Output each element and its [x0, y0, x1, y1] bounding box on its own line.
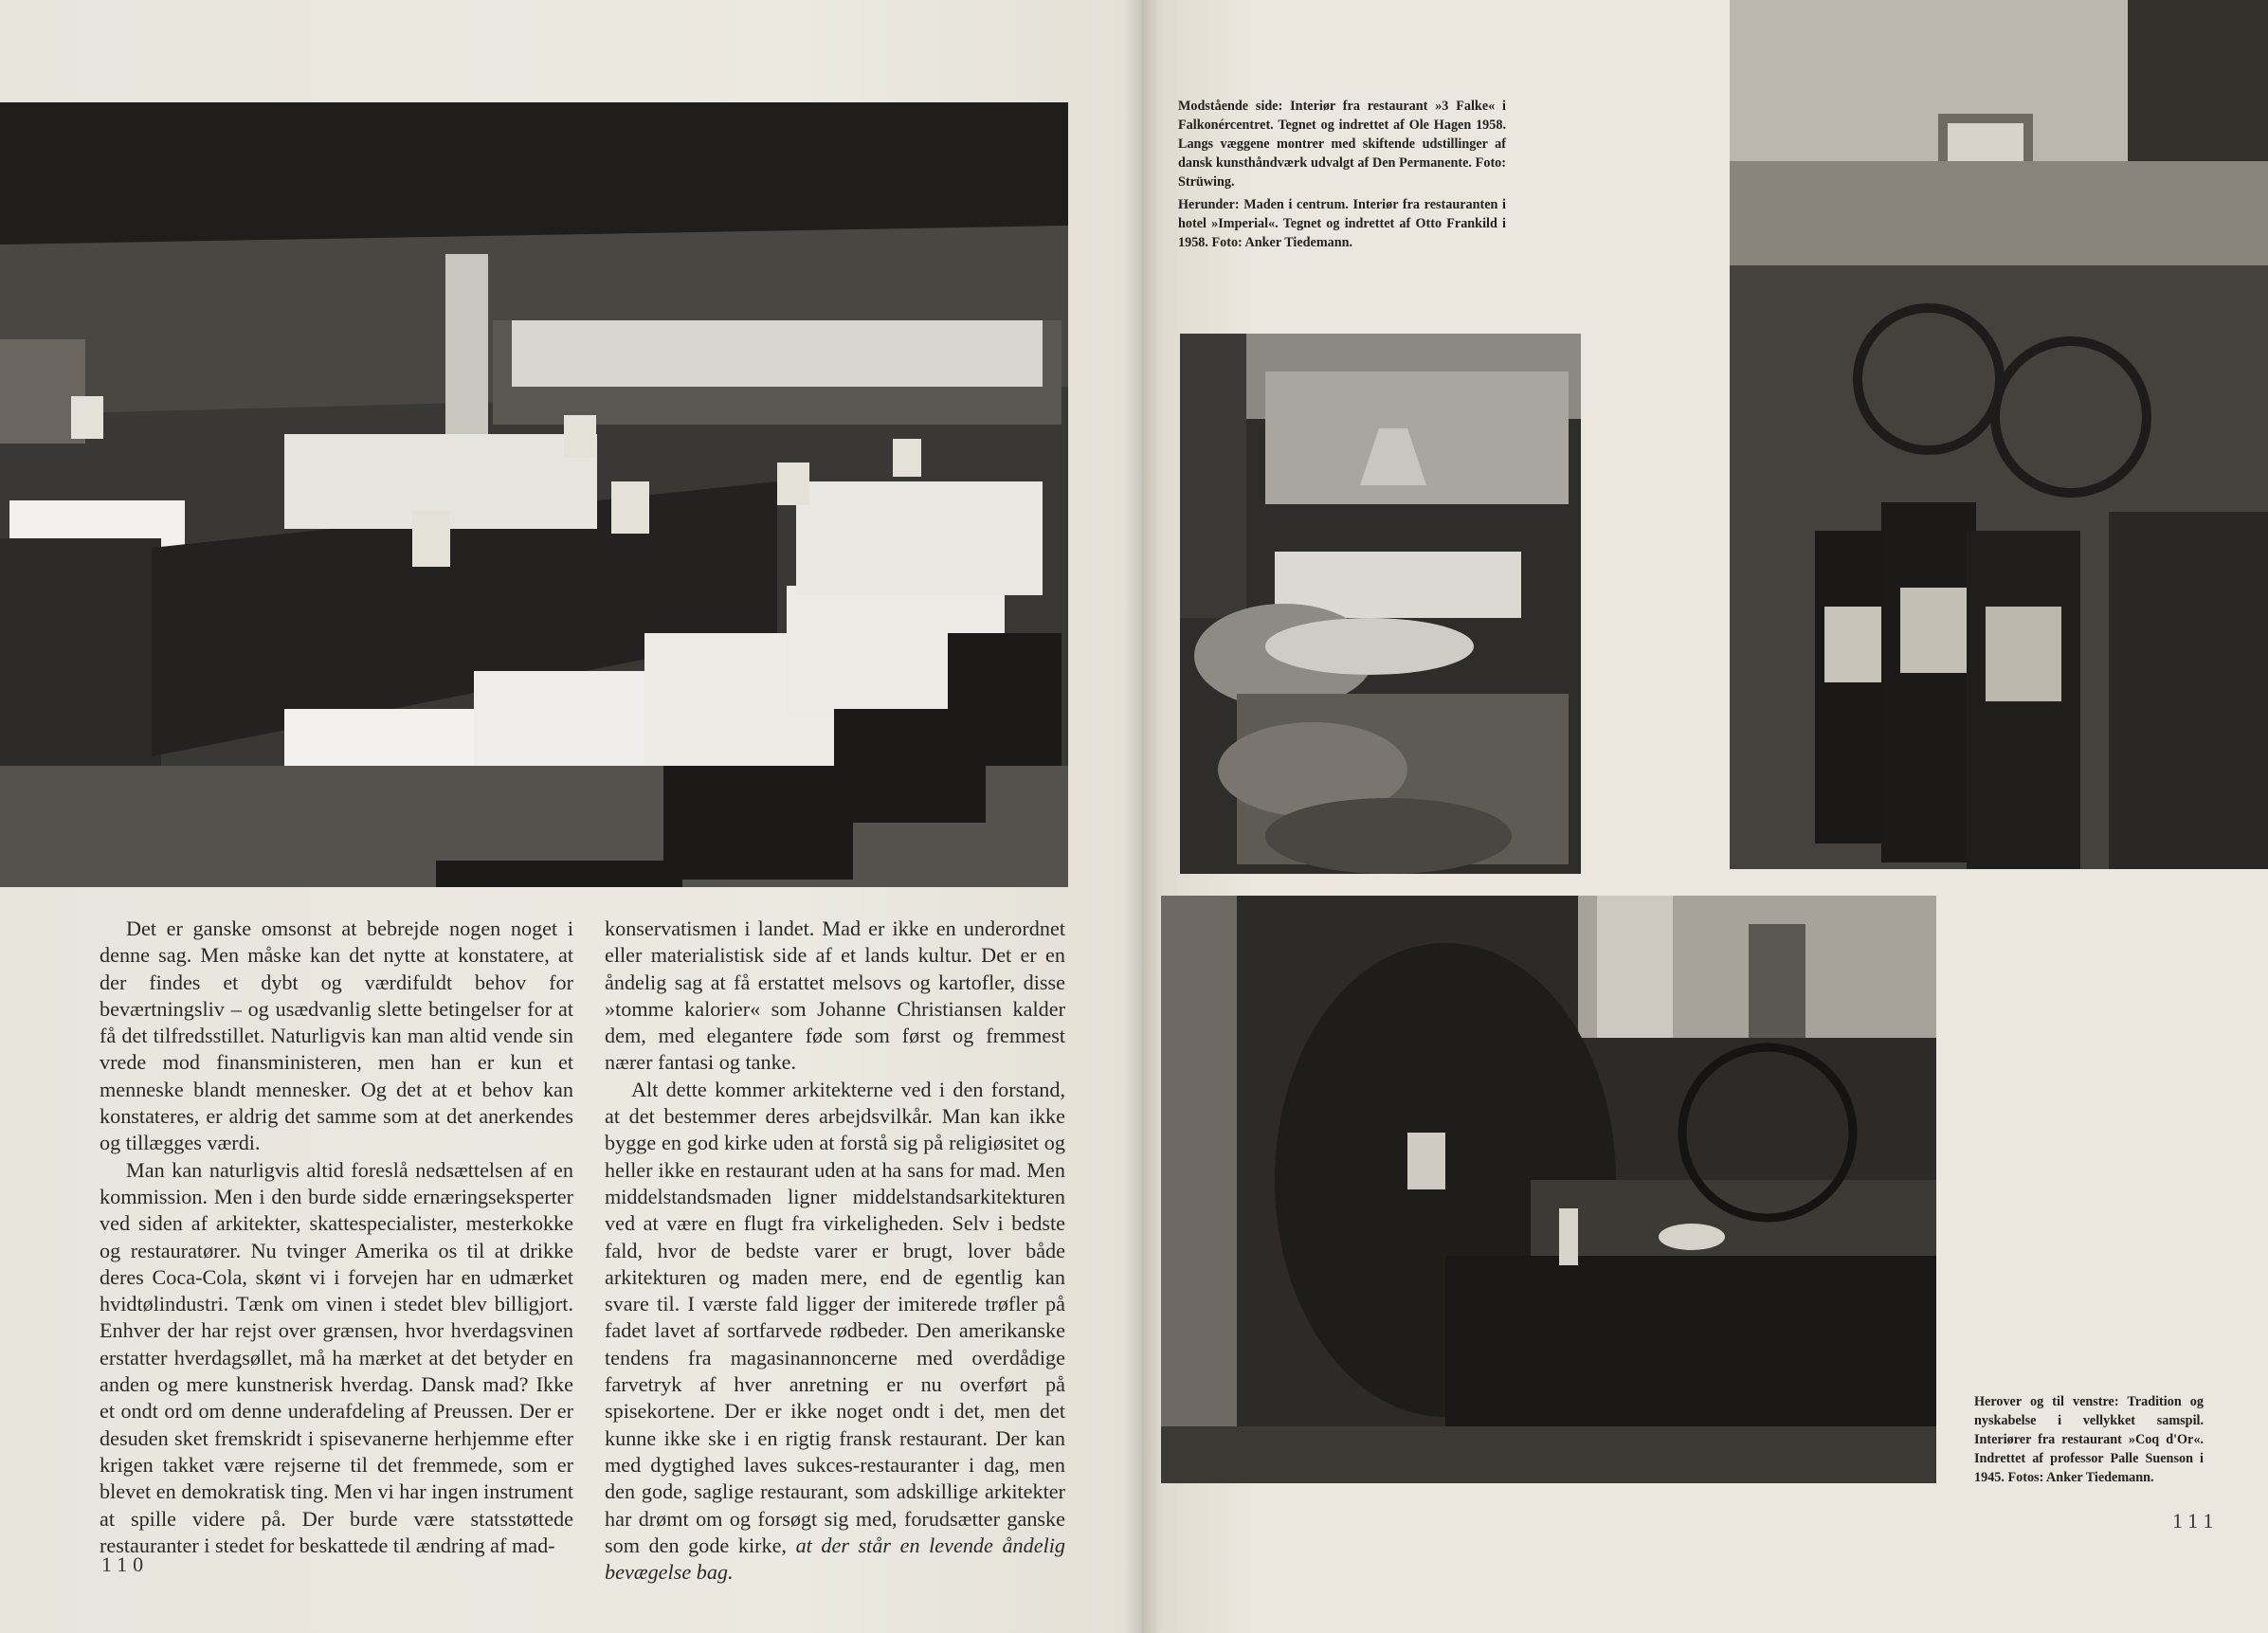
photo-imperial-buffet [1180, 334, 1581, 874]
photo-coq-dor-diner [1161, 896, 1936, 1483]
body-column-2 [605, 916, 1065, 1586]
paragraph: Man kan naturligvis altid foreslå nedsættelsen af en kommission. Men i den burde sidde ernæringseksperter ved siden af arkitekter, skattespecialister, mesterkokke og restauratører. Nu tvinger Amerika os til at drikke deres Coca-Cola, skønt vi i forvejen har en udmærket hvidtølindustri. Tænk om vinen i stedet blev billigjort. Enhver der har rejst over grænsen, hvor hverdagsvinen erstatter hverdagsøllet, må ha mærket at det betyder en anden og mere kunstnerisk hverdag. Dansk mad? Ikke et ondt ord om denne underafdeling af Preussen. Der er desuden sket fremskridt i spisevanerne herhjemme efter krigen takket være rejserne til det fremmede, som er blevet en demokratisk ting. Men vi har ingen instrument at spille videre på. Der burde være statsstøttede restauranter i stedet for beskattede til ændring af mad- [100, 1157, 573, 1557]
body-column-1 [100, 916, 573, 1559]
caption-paragraph: Herover og til venstre: Tradition og nyskabelse i vellykket samspil. Interiører fra restaurant »Coq d'Or«. Indrettet af professor Palle Suenson i 1945. Fotos: Anker Tiedemann. [1974, 1394, 2204, 1485]
right-page [1142, 0, 2268, 1633]
photo-coq-dor-wine-bottles [1730, 0, 2268, 869]
caption-paragraph: Modstående side: Interiør fra restaurant »3 Falke« i Falkonércentret. Tegnet og indrettet af Ole Hagen 1958. Langs væggene montrer med skiftende udstillinger af dansk kunsthåndværk udvalgt af Den Permanente. Foto: Strüwing. [1178, 99, 1506, 190]
paragraph-italic-ending: at der står en levende åndelig bevægelse bag. [605, 1533, 1065, 1585]
caption-bottom [1974, 1392, 2204, 1487]
photo-restaurant-3-falke [0, 102, 1068, 887]
page-number-left: 110 [101, 1552, 150, 1576]
paragraph: konservatismen i landet. Mad er ikke en underordnet eller materialistisk side af et lands kultur. Det er en åndelig sag at få erstattet melsovs og kartofler, disse »tomme kalorier« som Johanne Christiansen kalder dem, med elegantere føde som først og fremmest nærer fantasi og tanke. [605, 916, 1065, 1075]
caption-top [1178, 97, 1506, 256]
paragraph-text: Alt dette kommer arkitekterne ved i den forstand, at det bestemmer deres arbejdsvilkår. Man kan ikke bygge en god kirke uden at forstå sig på religiøsitet og heller ikke en restaurant uden at ha sans for mad. Men middelstandsmaden ligner middelstandsarkitekturen ved at være en flugt fra virkeligheden. Selv i bedste fald, hvor de bedste varer er brugt, lover både arkitekturen og maden mere, end de egentlig kan svare til. I værste fald ligger der imiterede trøfler på fadet lavet af sortfarvede rødbeder. Den amerikanske tendens fra magasinannoncerne med overdådige farvetryk af hver anretning er nu overført på spisekortene. Der er ikke noget ondt i det, men det kunne ikke ske i en rigtig fransk restaurant. Der kan med dygtighed laves sukces-restauranter i dag, men den gode, saglige restaurant, som adskillige arkitekter har drømt om og forsøgt sig med, forudsætter ganske som den gode kirke, [605, 1077, 1065, 1557]
caption-paragraph: Herunder: Maden i centrum. Interiør fra restauranten i hotel »Imperial«. Tegnet og indrettet af Otto Frankild i 1958. Foto: Anker Tiedemann. [1178, 197, 1506, 250]
paragraph: Det er ganske omsonst at bebrejde nogen noget i denne sag. Men måske kan det nytte at konstatere, at der findes et dybt og værdifuldt behov for beværtningsliv – og usædvanlig slette betingelser for at få det tilfredsstillet. Naturligvis kan man altid vende sin vrede mod finansministeren, men han er kun et menneske blandt mennesker. Og det at et behov kan konstateres, er aldrig det samme som at det anerkendes og tillægges værdi. [100, 916, 573, 1155]
page-number-right: 111 [2172, 1509, 2220, 1533]
book-gutter [1123, 0, 1161, 1633]
paragraph [605, 1077, 1065, 1587]
